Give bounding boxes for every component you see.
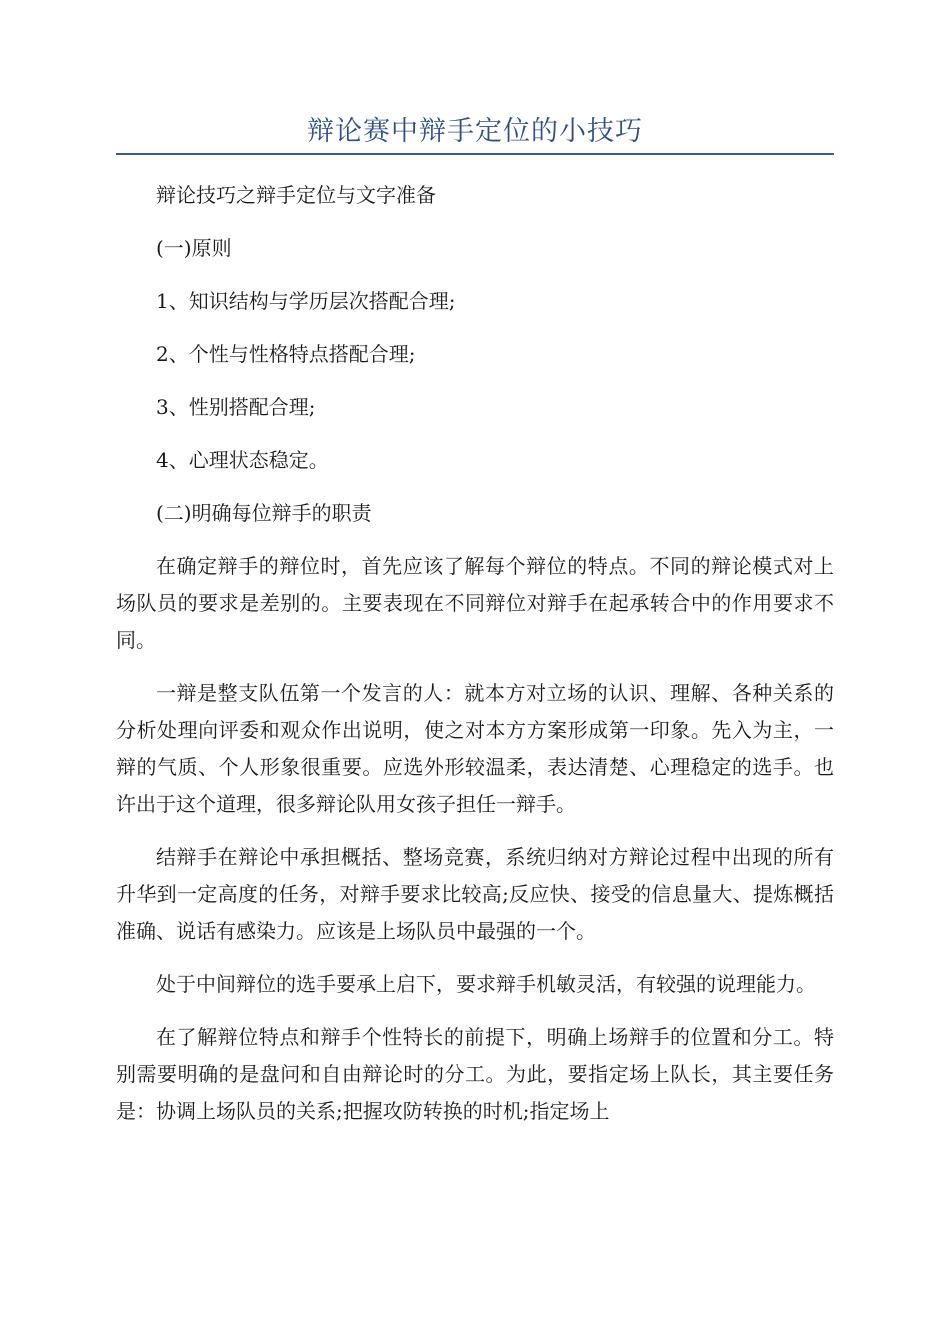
- list-item-3: 3、性别搭配合理;: [156, 395, 316, 419]
- body-paragraph: 在了解辩位特点和辩手个性特长的前提下，明确上场辩手的位置和分工。特别需要明确的是盘问和自由辩论时的分工。为此，要指定场上队长，其主要任务是：协调上场队员的关系;把握攻防转换的时机;指定场上: [116, 1025, 834, 1123]
- body-paragraph: 处于中间辩位的选手要承上启下，要求辩手机敏灵活，有较强的说理能力。: [156, 972, 816, 996]
- body-paragraph: 结辩手在辩论中承担概括、整场竞赛，系统归纳对方辩论过程中出现的所有升华到一定高度的任务，对辩手要求比较高;反应快、接受的信息量大、提炼概括准确、说话有感染力。应该是上场队员中最强的一个。: [116, 845, 834, 943]
- document-title: 辩论赛中辩手定位的小技巧: [307, 116, 643, 147]
- subsection-heading-duties: (二)明确每位辩手的职责: [156, 501, 372, 525]
- list-item-1: 1、知识结构与学历层次搭配合理;: [156, 289, 456, 313]
- title-underline: [116, 153, 834, 155]
- subsection-heading-principles: (一)原则: [156, 236, 232, 260]
- document-body: [116, 177, 834, 1146]
- list-item-4: 4、心理状态稳定。: [156, 448, 329, 472]
- section-heading: 辩论技巧之辩手定位与文字准备: [156, 183, 436, 207]
- body-paragraph: 在确定辩手的辩位时，首先应该了解每个辩位的特点。不同的辩论模式对上场队员的要求是差别的。主要表现在不同辩位对辩手在起承转合中的作用要求不同。: [116, 554, 834, 652]
- body-paragraph: 一辩是整支队伍第一个发言的人：就本方对立场的认识、理解、各种关系的分析处理向评委和观众作出说明，使之对本方方案形成第一印象。先入为主，一辩的气质、个人形象很重要。应选外形较温柔，表达清楚、心理稳定的选手。也许出于这个道理，很多辩论队用女孩子担任一辩手。: [116, 681, 834, 816]
- list-item-2: 2、个性与性格特点搭配合理;: [156, 342, 416, 366]
